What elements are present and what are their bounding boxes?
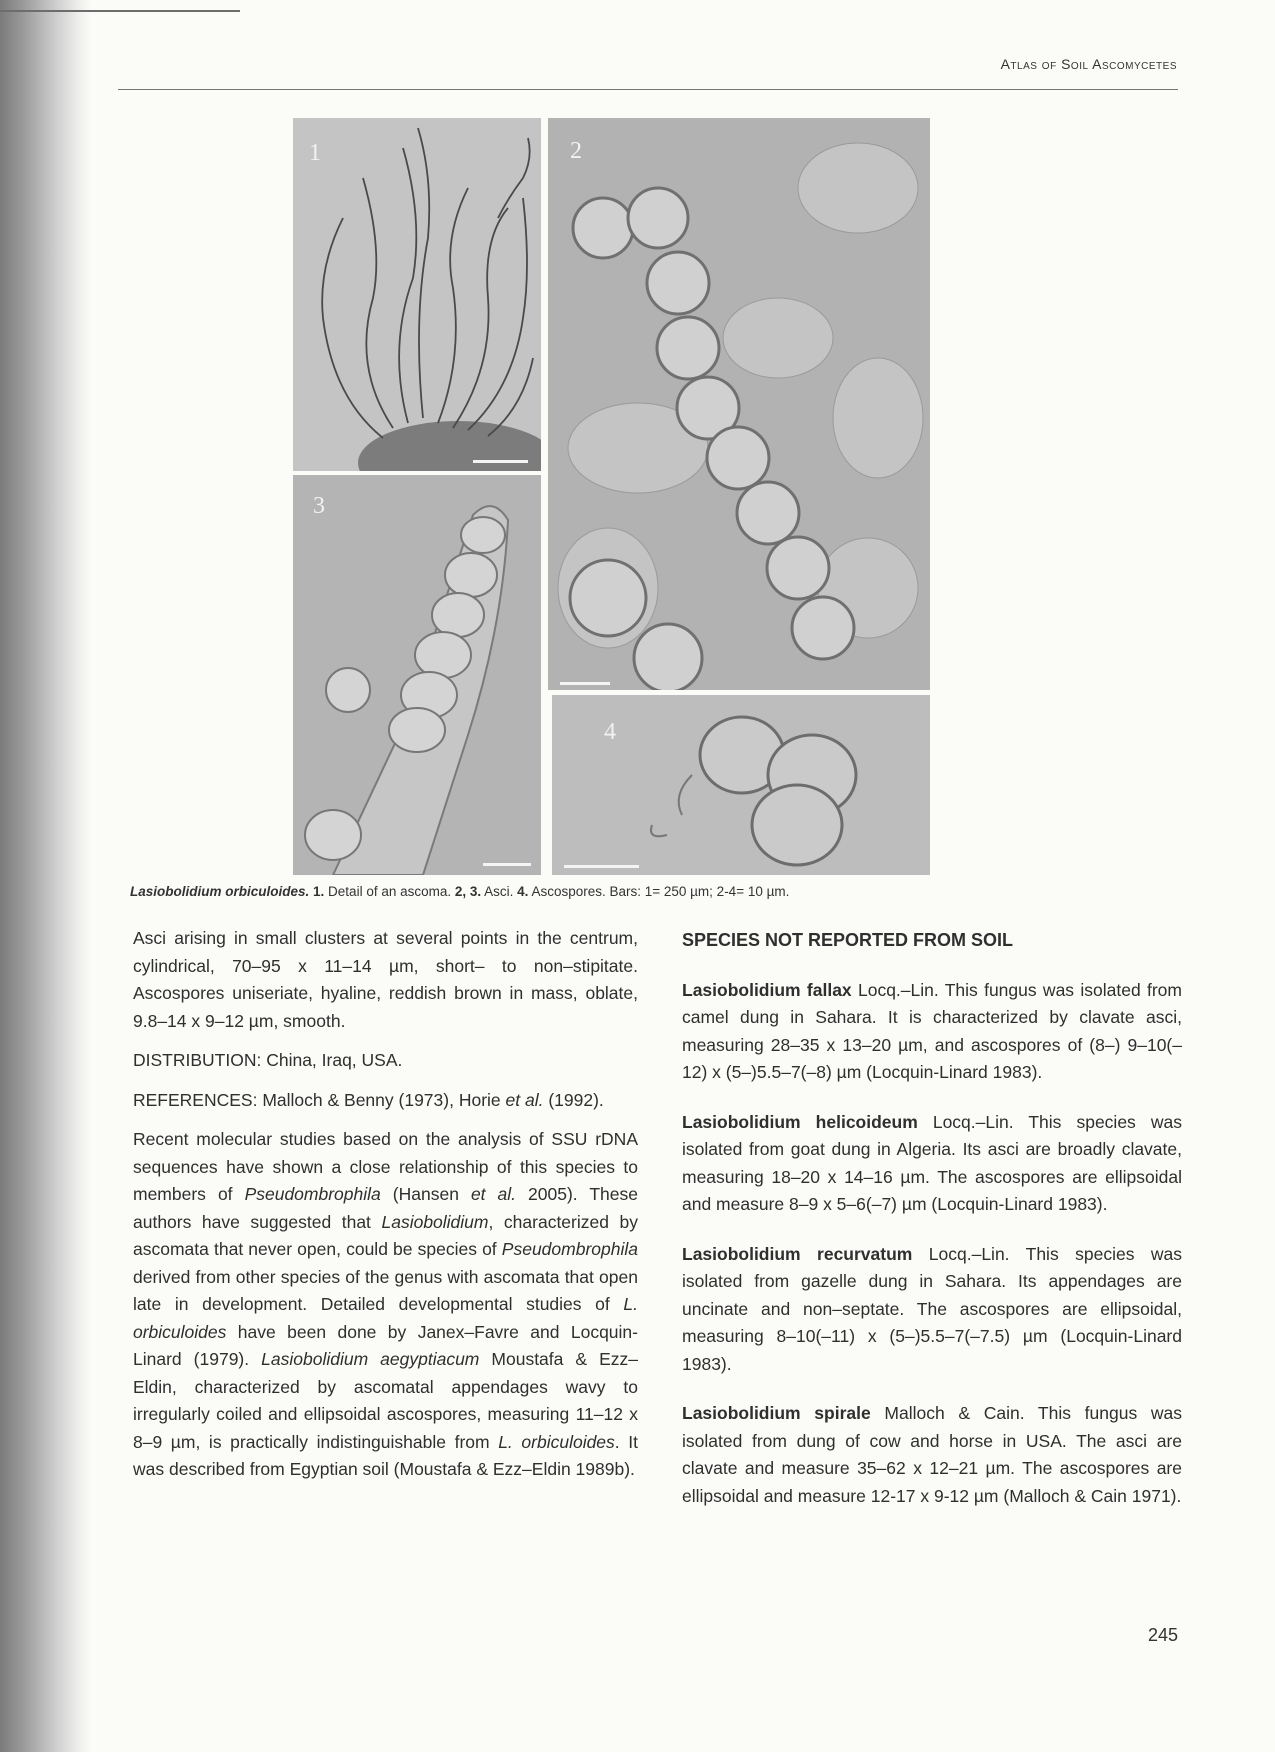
caption-text-4: Ascospores. Bars: 1= 250 µm; 2-4= 10 µm.	[528, 884, 790, 899]
figure-3-scale-bar	[483, 863, 531, 866]
section-title: SPECIES NOT REPORTED FROM SOIL	[682, 930, 1014, 950]
figure-4-ascospores	[552, 695, 930, 875]
header-rule	[118, 89, 1178, 90]
scan-edge-line	[0, 10, 240, 12]
species-entry: Lasiobolidium helicoideum Locq.–Lin. This species was isolated from goat dung in Algeria. Its asci are broadly clavate, measuring 18–20 x 14–16 µm. The ascospores are ellipsoidal and measure 8–9 x 5–6(–7) µm (Locquin-Linard 1983).	[682, 1111, 1182, 1214]
distribution: DISTRIBUTION: China, Iraq, USA.	[133, 1050, 403, 1070]
figure-caption	[130, 884, 789, 899]
figure-1-number: 1	[309, 140, 321, 166]
figure-1-ascoma	[293, 118, 541, 471]
references: REFERENCES: Malloch & Benny (1973), Horie et al. (1992).	[133, 1089, 604, 1110]
caption-species: Lasiobolidium orbiculoides.	[130, 884, 310, 899]
caption-label-2-3: 2, 3.	[454, 884, 482, 899]
figure-2-ascus-chain	[548, 118, 930, 690]
species-entry: Lasiobolidium fallax Locq.–Lin. This fungus was isolated from camel dung in Sahara. It is characterized by clavate asci, measuring 28–35 x 13–20 µm, and ascospores of (8–) 9–10(–12) x (5–)5.5–7(–8) µm (Locquin-Linard 1983).	[682, 979, 1182, 1082]
figure-4-number: 4	[604, 719, 616, 745]
species-entry: Lasiobolidium recurvatum Locq.–Lin. This species was isolated from gazelle dung in Sahara. Its appendages are uncinate and non–septate. The ascospores are ellipsoidal, measuring 8–10(–11) x (5–)5.5–7(–7.5) µm (Locquin-Linard 1983).	[682, 1243, 1182, 1374]
figure-2-scale-bar	[560, 682, 610, 685]
caption-text-1: Detail of an ascoma.	[324, 884, 455, 899]
species-description: Asci arising in small clusters at several points in the centrum, cylindrical, 70–95 x 11–14 µm, short– to non–stipitate. Ascospores uniseriate, hyaline, reddish brown in mass, oblate, 9.8–14 x 9–12 µm, smooth.	[133, 928, 638, 1031]
left-column	[133, 925, 638, 1484]
caption-text-2-3: Asci.	[481, 884, 518, 899]
page-number: 245	[1148, 1625, 1179, 1645]
caption-label-1: 1.	[313, 884, 325, 899]
running-head: Atlas of Soil Ascomycetes	[1000, 56, 1177, 72]
figure-1-scale-bar	[473, 460, 528, 463]
right-column	[682, 927, 1182, 1532]
figure-2-number: 2	[570, 138, 582, 164]
figure-3-ascus	[293, 475, 541, 875]
figure-3-number: 3	[313, 493, 325, 519]
binding-gutter-shadow	[0, 0, 92, 1752]
figure-4-scale-bar	[564, 865, 639, 868]
species-entry: Lasiobolidium spirale Malloch & Cain. This fungus was isolated from dung of cow and horse in USA. The asci are clavate and measure 35–62 x 12–21 µm. The ascospores are ellipsoidal and measure 12-17 x 9-12 µm (Malloch & Cain 1971).	[682, 1403, 1182, 1506]
caption-label-4: 4.	[517, 884, 529, 899]
discussion-paragraph: Recent molecular studies based on the analysis of SSU rDNA sequences have shown a close relationship of this species to members of Pseudombrophila (Hansen et al. 2005). These authors have suggested that Lasiobolidium, characterized by ascomata that never open, could be species of Pseudombrophila derived from other species of the genus with ascomata that open late in development. Detailed developmental studies of L. orbiculoides have been done by Janex–Favre and Locquin-Linard (1979). Lasiobolidium aegyptiacum Moustafa & Ezz–Eldin, characterized by ascomatal appendages wavy to irregularly coiled and ellipsoidal ascospores, measuring 11–12 x 8–9 µm, is practically indistinguishable from L. orbiculoides. It was described from Egyptian soil (Moustafa & Ezz–Eldin 1989b).	[133, 1129, 639, 1479]
